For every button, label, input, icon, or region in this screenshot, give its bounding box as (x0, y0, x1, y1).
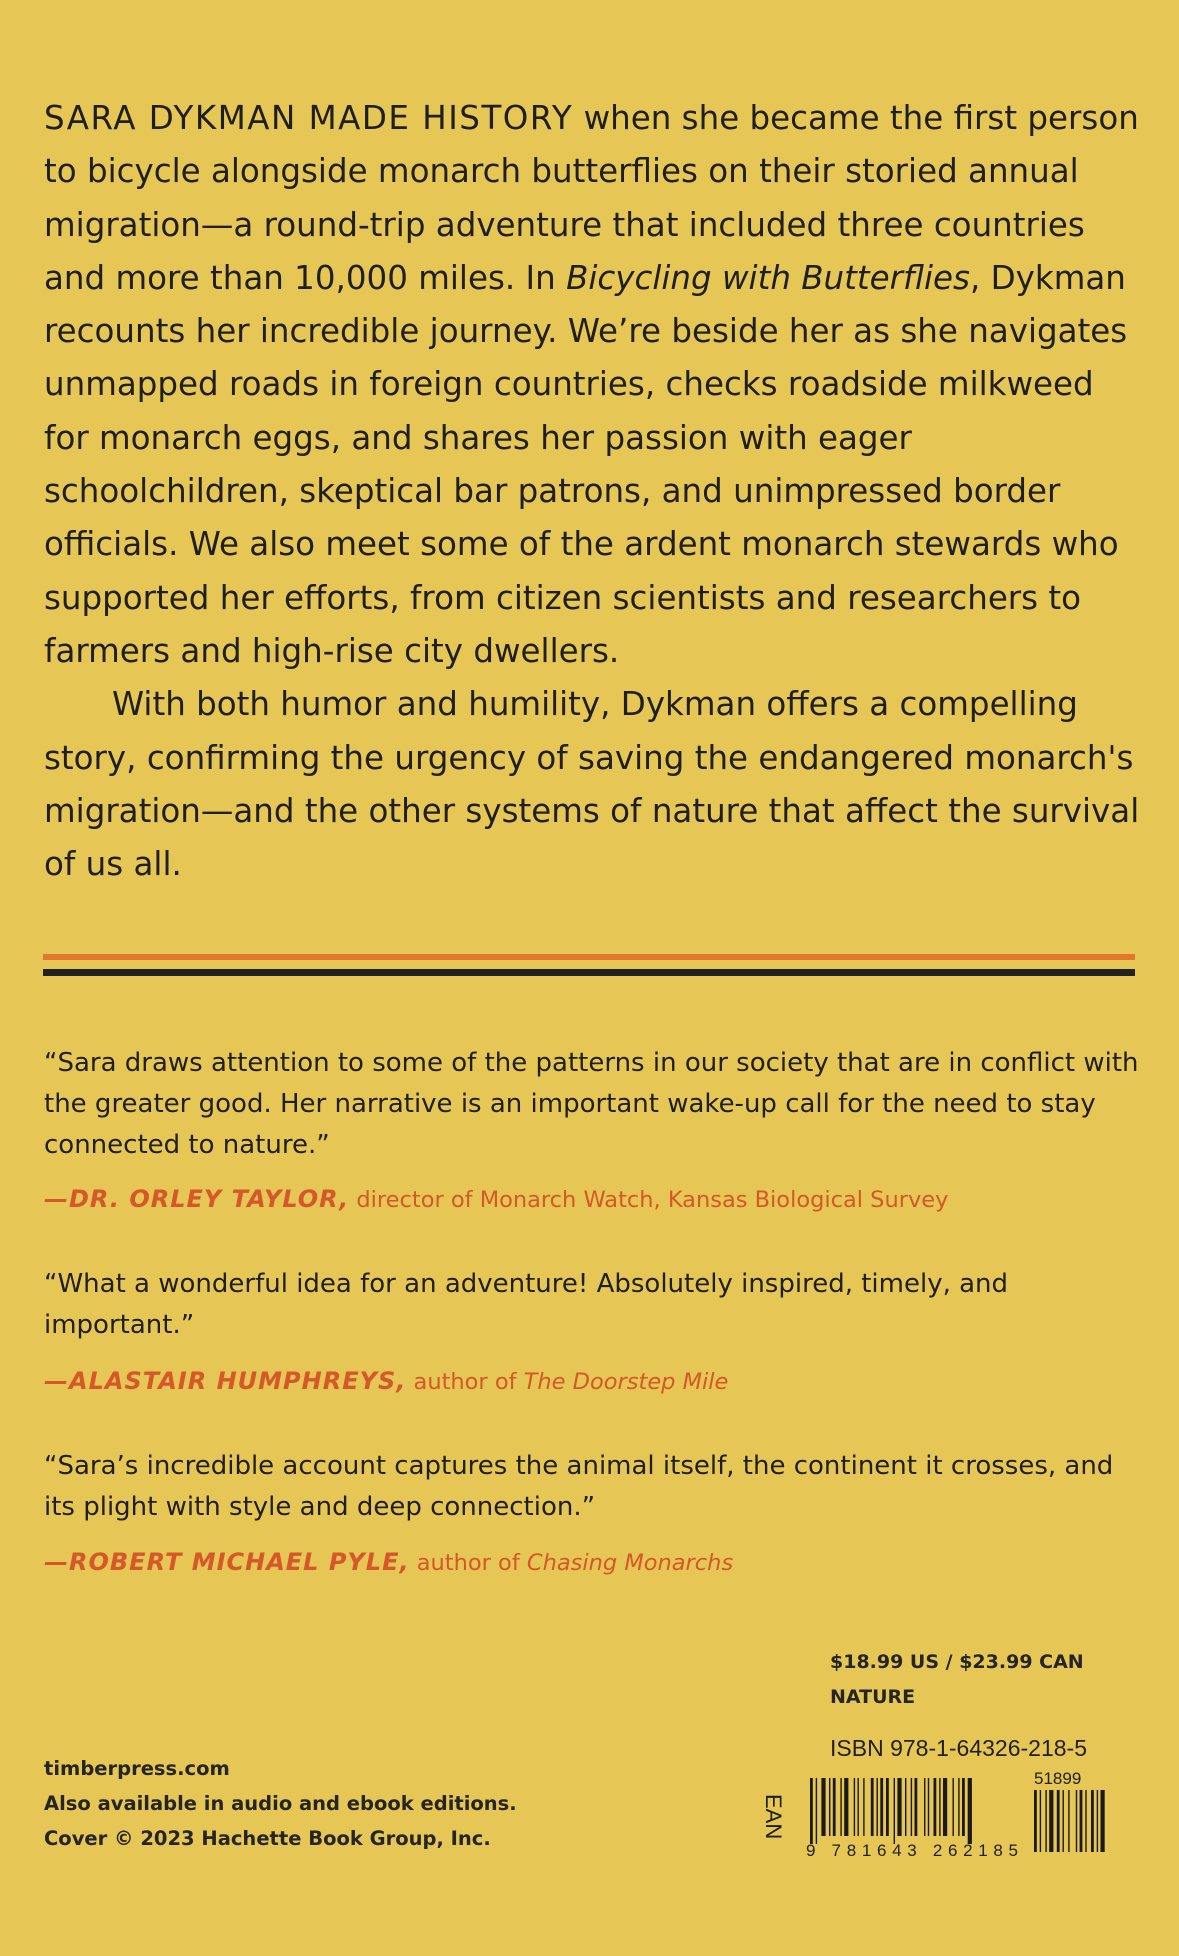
barcode (806, 1770, 1128, 1858)
barcode-addon-bar (1091, 1790, 1094, 1852)
barcode-addon-bar (1057, 1790, 1060, 1852)
barcode-bar (939, 1778, 940, 1836)
barcode-bar (810, 1778, 813, 1844)
blurb-work-3: Chasing Monarchs (526, 1550, 734, 1576)
barcode-addon-bar (1034, 1790, 1037, 1852)
barcode-addon-bar (1080, 1790, 1083, 1852)
divider-black (43, 969, 1135, 976)
barcode-addon-bar (1085, 1790, 1086, 1852)
description-text-b: , Dykman recounts her incredible journey. We’re beside her as she navigates unmapped roads in foreign countries, checks roadside milkweed for monarch eggs, and shares her passion with eager schoolchildren, skeptical bar patrons, and unimpressed border officials. We also meet some of the ardent monarch stewards who supported her efforts, from citizen scientists and researchers to farmers and high-rise city dwellers. (44, 258, 1128, 670)
barcode-bar (880, 1778, 883, 1836)
description-paragraph-2: With both humor and humility, Dykman offers a compelling story, confirming the urgency of saving the endangered monarch's migration—and the other systems of nature that affect the survival of us all. (44, 685, 1140, 884)
barcode-bar (924, 1778, 925, 1836)
barcode-bar (915, 1778, 918, 1836)
blurb-quote-3: “Sara’s incredible account captures the animal itself, the continent it crosses, and its plight with style and deep connection.” (44, 1451, 1114, 1522)
barcode-addon-bar (1049, 1790, 1053, 1852)
blurb-quote-1: “Sara draws attention to some of the patterns in our society that are in conflict with the greater good. Her narrative is an important wake-up call for the need to stay connected to nature.” (44, 1048, 1139, 1160)
barcode-bar (928, 1778, 929, 1836)
availability-note: Also available in audio and ebook editions. (44, 1792, 517, 1815)
blurb-role-3: author of (409, 1550, 527, 1576)
description-text-a: when she became the first person to bicycle alongside monarch butterflies on their storied annual migration—a round-trip adventure that included three countries and more than 10,000 miles. In (44, 99, 1139, 297)
barcode-bar (854, 1778, 855, 1836)
barcode-bar (833, 1778, 836, 1836)
barcode-bars (810, 1778, 972, 1844)
barcode-bar (829, 1778, 830, 1836)
barcode-bar (894, 1778, 895, 1844)
barcode-addon-bar (1101, 1790, 1105, 1852)
ean-label: EAN (761, 1794, 786, 1840)
barcode-addon-bar (1040, 1790, 1041, 1852)
barcode-addon-bar (1076, 1790, 1077, 1852)
blurb-attribution-1 (44, 1185, 1144, 1213)
barcode-bar (958, 1778, 959, 1836)
barcode-addon-bars (1034, 1790, 1105, 1852)
blurb-attribution-3 (44, 1548, 1144, 1576)
barcode-bar (871, 1778, 874, 1836)
barcode-bar (905, 1778, 906, 1836)
book-title: Bicycling with Butterflies (566, 258, 970, 297)
barcode-bar (840, 1778, 841, 1836)
blurb-author-2: —ALASTAIR HUMPHREYS, (44, 1367, 407, 1395)
description-paragraph-1 (44, 92, 1144, 678)
price: $18.99 US / $23.99 CAN (830, 1651, 1084, 1673)
blurb-author-3: —ROBERT MICHAEL PYLE, (44, 1548, 410, 1576)
barcode-addon-bar (1097, 1790, 1098, 1852)
isbn: ISBN 978-1-64326-218-5 (830, 1735, 1087, 1761)
barcode-bar (968, 1778, 972, 1844)
website: timberpress.com (44, 1757, 230, 1780)
barcode-addon-bar (1045, 1790, 1046, 1852)
barcode-bar (934, 1778, 937, 1836)
barcode-addon-digits: 51899 (1034, 1770, 1082, 1788)
barcode-bar (962, 1778, 965, 1836)
copyright: Cover © 2023 Hachette Book Group, Inc. (44, 1827, 491, 1850)
barcode-digits: 9 781643 262185 (806, 1841, 1018, 1858)
description-lead: SARA DYKMAN MADE HISTORY (44, 99, 574, 137)
barcode-bar (886, 1778, 889, 1836)
barcode-bar (911, 1778, 912, 1836)
divider-orange (43, 954, 1135, 960)
category: NATURE (830, 1686, 916, 1708)
book-description (44, 92, 1144, 891)
barcode-bar (816, 1778, 817, 1844)
barcode-bar (953, 1778, 954, 1836)
barcode-addon-bar (1068, 1790, 1069, 1852)
blurb-role-2: author of (406, 1369, 524, 1395)
blurb-quote-2: “What a wonderful idea for an adventure! Absolutely inspired, timely, and important.” (44, 1269, 1009, 1340)
blurb-attribution-2 (44, 1367, 1144, 1395)
barcode-bar (943, 1778, 947, 1836)
barcode-bar (877, 1778, 878, 1836)
barcode-bar (821, 1778, 825, 1836)
barcode-bar (897, 1778, 901, 1836)
blurb-author-1: —DR. ORLEY TAYLOR, (44, 1185, 350, 1213)
blurb-role-1: director of Monarch Watch, Kansas Biological Survey (349, 1187, 949, 1213)
blurb-work-2: The Doorstep Mile (523, 1369, 729, 1395)
barcode-addon-bar (1063, 1790, 1064, 1852)
barcode-bar (844, 1778, 848, 1836)
barcode-bar (858, 1778, 859, 1836)
barcode-bar (863, 1778, 864, 1836)
